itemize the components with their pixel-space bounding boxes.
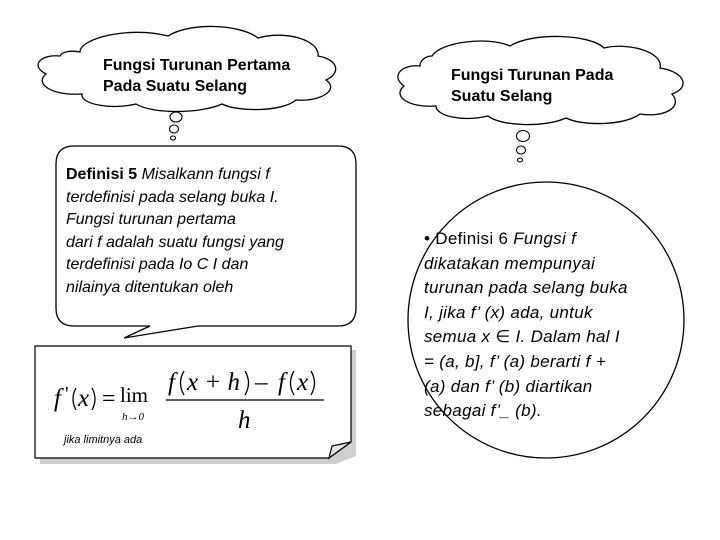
definition-5-text xyxy=(66,164,356,299)
cloud-right-title-line2: Suatu Selang xyxy=(451,88,553,105)
formula-equals: = xyxy=(102,386,116,412)
definition-5-line3: Fungsi turunan pertama xyxy=(66,211,236,228)
formula-num-paren1-left xyxy=(181,371,185,395)
formula-lhs-prime: ' xyxy=(65,383,69,405)
thought-bubble-left-2 xyxy=(170,125,179,133)
definition-5-line1: Misalkann fungsi f xyxy=(137,166,270,183)
definition-6-line6: = (a, b], f’ (a) berarti f + xyxy=(424,351,606,371)
definition-6-line8: sebagai f’_ (b). xyxy=(424,401,542,421)
derivative-formula xyxy=(52,362,342,432)
formula-num-expr1: x + h xyxy=(187,369,240,396)
formula-num-f1: f xyxy=(168,369,175,396)
definition-6-line5: semua x ∈ I. Dalam hal I xyxy=(424,327,620,347)
formula-lhs-x: x xyxy=(78,385,90,412)
definition-6-text xyxy=(424,227,674,424)
definition-6-lead: • Definisi 6 xyxy=(424,229,509,248)
cloud-left-title xyxy=(103,55,333,97)
formula-lim: lim xyxy=(120,383,149,407)
formula-num-x2: x xyxy=(297,369,309,396)
thought-bubble-right-2 xyxy=(517,146,526,154)
formula-num-minus: – xyxy=(255,369,268,396)
formula-num-paren2-right xyxy=(311,371,315,395)
definition-5-line4: dari f adalah suatu fungsi yang xyxy=(66,233,284,251)
formula-num-f2: f xyxy=(278,369,285,396)
cloud-left-title-line2: Pada Suatu Selang xyxy=(103,78,248,95)
thought-bubble-right-3 xyxy=(518,158,523,162)
formula-lhs-paren-left xyxy=(73,388,76,410)
formula-lhs-f: f xyxy=(54,385,61,412)
cloud-left-title-line1: Fungsi Turunan Pertama xyxy=(103,57,291,74)
definition-5-line2: terdefinisi pada selang buka I. xyxy=(66,188,279,206)
definition-6-line3: turunan pada selang buka xyxy=(424,278,628,298)
definition-5-line6: nilainya ditentukan oleh xyxy=(66,278,234,296)
formula-note: jika limitnya ada xyxy=(64,434,143,446)
thought-bubble-left-1 xyxy=(170,112,182,122)
formula-num-paren2-left xyxy=(291,371,295,395)
cloud-right-title-line1: Fungsi Turunan Pada xyxy=(451,67,614,84)
formula-lim-subscript: h→0 xyxy=(122,411,144,423)
thought-bubble-left-3 xyxy=(171,136,176,140)
definition-6-line2: dikatakan mempunyai xyxy=(424,253,596,273)
thought-bubble-right-1 xyxy=(517,131,530,142)
formula-den-h: h xyxy=(238,407,251,432)
definition-5-line5: terdefinisi pada Io C I dan xyxy=(66,256,249,273)
definition-6-line7: (a) dan f’ (b) diartikan xyxy=(424,376,593,396)
definition-6-line1: Fungsi f xyxy=(508,229,577,248)
definition-6-line4: I, jika f’ (x) ada, untuk xyxy=(424,302,593,322)
definition-5-lead: Definisi 5 xyxy=(66,166,138,183)
formula-lhs-paren-right xyxy=(92,388,95,410)
cloud-right-title xyxy=(451,65,671,107)
formula-num-paren1-right xyxy=(245,371,249,395)
